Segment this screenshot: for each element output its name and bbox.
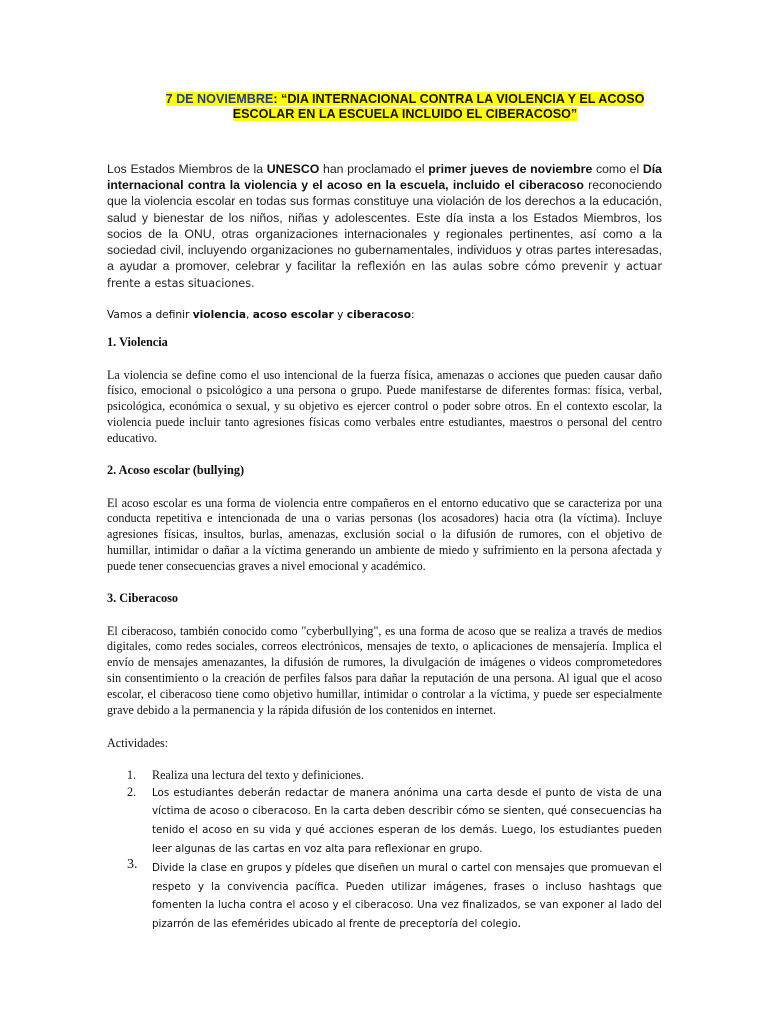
definitions-intro-text: y	[333, 308, 347, 321]
activity-number: 2.	[127, 784, 137, 799]
title-highlight	[166, 92, 645, 121]
definitions-intro-text: ,	[246, 308, 253, 321]
term-ciberacoso: ciberacoso	[346, 308, 411, 321]
activity-item	[107, 856, 662, 934]
title-text: : “DIA INTERNACIONAL CONTRA LA VIOLENCIA Y EL ACOSO ESCOLAR EN LA ESCUELA INCLUIDO EL CIBERACOSO”	[232, 92, 645, 121]
intro-bold-date: primer jueves de noviembre	[428, 162, 593, 176]
intro-bold-unesco: UNESCO	[266, 162, 320, 176]
definitions-intro	[107, 309, 662, 321]
title-date: 7 DE NOVIEMBRE	[165, 92, 274, 106]
section-heading-acoso-escolar: 2. Acoso escolar (bullying)	[107, 462, 245, 477]
section-body-violencia: La violencia se define como el uso intencional de la fuerza física, amenazas o acciones que pueden causar daño físico, emocional o psicológico a una persona o grupo. Puede manifestarse de diferentes formas: física, verbal, psicológica, económica o sexual, y su objetivo es ejercer control o poder sobre otros. En el contexto escolar, la violencia puede incluir tanto agresiones físicas como verbales entre estudiantes, maestros o personal del centro educativo.	[107, 367, 662, 445]
term-violencia: violencia	[192, 308, 246, 321]
document-body	[107, 92, 662, 934]
activity-text-end: .	[517, 916, 521, 932]
definitions-intro-text: Vamos a definir	[107, 308, 193, 321]
section-body-ciberacoso: El ciberacoso, también conocido como "cyberbullying", es una forma de acoso que se realiza a través de medios digitales, como redes sociales, correos electrónicos, mensajes de texto, o aplicaciones de mensajería. Implica el envío de mensajes amenazantes, la difusión de rumores, la divulgación de imágenes o videos comprometedores sin consentimiento o la creación de perfiles falsos para dañar la reputación de una persona. Al igual que el acoso escolar, el ciberacoso tiene como objetivo humillar, intimidar o controlar a la víctima, y puede ser especialmente grave debido a la permanencia y la rápida difusión de los contenidos en internet.	[107, 623, 662, 717]
term-acoso-escolar: acoso escolar	[252, 308, 334, 321]
document-title	[165, 92, 645, 122]
intro-text: Los Estados Miembros de la	[107, 162, 267, 176]
section-heading-ciberacoso: 3. Ciberacoso	[107, 590, 179, 605]
intro-paragraph	[107, 161, 662, 293]
activities-list	[107, 768, 662, 934]
activity-item	[107, 784, 662, 859]
activity-number: 3.	[127, 856, 138, 872]
activity-text: Divide la clase en grupos y pídeles que diseñen un mural o cartel con mensajes que promuevan el respeto y la convivencia pacífica. Pueden utilizar imágenes, frases o incluso hashtags que fomenten la lucha contra el acoso y el ciberacoso. Una vez finalizados, se van exponer al lado del pizarrón de las efemérides ubicado al frente de preceptoría del colegio	[152, 861, 662, 931]
definitions-intro-text: :	[411, 308, 415, 321]
intro-bold-day-name: Día internacional contra la violencia y el acoso en la escuela, incluido el ciberacoso	[107, 162, 663, 193]
activities-label: Actividades:	[107, 736, 169, 751]
activity-number: 1.	[127, 768, 137, 783]
section-body-acoso-escolar: El acoso escolar es una forma de violencia entre compañeros en el entorno educativo que se caracteriza por una conducta repetitiva e intencionada de una o varias personas (los acosadores) hacia otra (la víctima). Incluye agresiones físicas, insultos, burlas, amenazas, exclusión social o la difusión de rumores, con el objetivo de humillar, intimidar o dañar a la víctima generando un ambiente de miedo y sufrimiento en la persona afectada y puede tener consecuencias graves a nivel emocional y académico.	[107, 495, 662, 573]
intro-text-end: a reflexión en las aulas sobre cómo prevenir y actuar frente a estas situaciones.	[107, 260, 662, 291]
activity-text: Realiza una lectura del texto y definiciones.	[152, 768, 364, 783]
activity-text: Los estudiantes deberán redactar de manera anónima una carta desde el punto de vista de una víctima de acoso o ciberacoso. En la carta deben describir cómo se sienten, qué consecuencias ha tenido el acoso en su vida y qué acciones esperan de los demás. Luego, los estudiantes pueden leer algunas de las cartas en voz alta para reflexionar en grupo.	[152, 786, 662, 856]
activity-item	[107, 768, 662, 784]
intro-text: como el	[592, 162, 643, 176]
intro-text: han proclamado el	[319, 162, 429, 176]
intro-text: reconociendo que la violencia escolar en todas sus formas constituye una violación de los derechos a la educación, salud y bienestar de los niños, niñas y adolescentes. Este día insta a los Estados Miembros, los socios de la ONU, otras organizaciones internacionales y regionales pertinentes, así como a la sociedad civil, incluyendo organizaciones no gubernamentales, individuos y otras partes interesadas, a ayudar a promover, celebrar y facilitar l	[107, 178, 662, 274]
section-heading-violencia: 1. Violencia	[107, 334, 168, 349]
